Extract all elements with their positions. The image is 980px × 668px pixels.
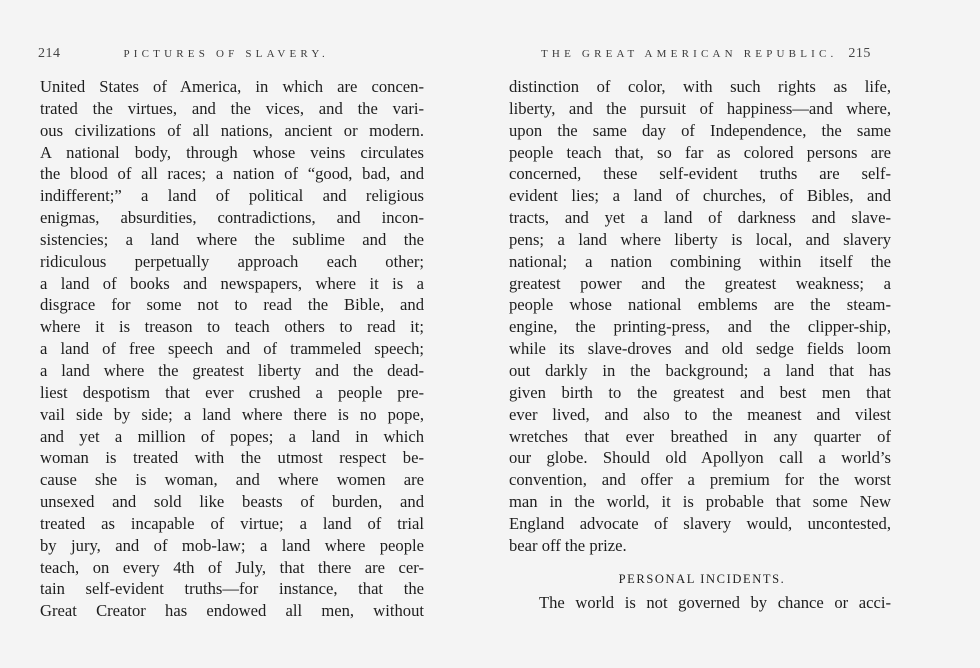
text-line: while its slave-droves and old sedge fields loom <box>509 339 891 359</box>
left-page-number: 214 <box>38 46 61 61</box>
text-line: by jury, and of mob-law; a land where people <box>40 535 424 555</box>
text-line: upon the same day of Independence, the same <box>509 120 891 140</box>
text-line: distinction of color, with such rights as life, <box>509 77 891 96</box>
left-running-title: PICTURES OF SLAVERY. <box>123 48 330 60</box>
text-line: A national body, through whose veins circulates <box>40 142 424 162</box>
text-line: cause she is woman, and where women are <box>40 470 424 490</box>
text-line: unsexed and sold like beasts of burden, and <box>40 492 424 512</box>
text-line: ous civilizations of all nations, ancient or modern. <box>40 120 424 140</box>
right-page <box>490 0 980 668</box>
text-line: tracts, and yet a land of darkness and slave- <box>509 208 891 228</box>
text-line: out darkly in the background; a land that has <box>509 360 891 380</box>
text-line: people whose national emblems are the steam- <box>509 295 891 315</box>
left-body-text <box>40 76 424 622</box>
text-line: pens; a land where liberty is local, and slavery <box>509 229 891 249</box>
text-line: indifferent;” a land of political and religious <box>40 186 424 206</box>
section-heading: PERSONAL INCIDENTS. <box>618 571 786 586</box>
text-line: and yet a million of popes; a land in which <box>40 426 424 446</box>
right-page-number: 215 <box>848 46 871 61</box>
text-line: national; a nation combining within itself the <box>509 251 891 271</box>
text-line: man in the world, it is probable that some New <box>509 492 891 512</box>
text-line: United States of America, in which are concen- <box>40 77 424 96</box>
text-line: engine, the printing-press, and the clipper-ship, <box>509 317 891 337</box>
text-line: tain self-evident truths—for instance, that the <box>40 579 424 599</box>
text-line: people teach that, so far as colored persons are <box>509 142 891 162</box>
text-line: bear off the prize. <box>509 535 627 555</box>
text-line: greatest power and the greatest weakness; a <box>509 273 891 293</box>
right-running-head <box>541 47 871 61</box>
text-line: ridiculous perpetually approach each other; <box>40 251 424 271</box>
text-line: concerned, these self-evident truths are self- <box>509 164 891 184</box>
text-line: trated the virtues, and the vices, and the vari- <box>40 98 424 118</box>
text-line: a land of free speech and of trammeled speech; <box>40 339 424 359</box>
text-line: a land where the greatest liberty and the dead- <box>40 360 424 380</box>
right-running-title: THE GREAT AMERICAN REPUBLIC. <box>541 48 838 60</box>
left-running-head <box>38 47 329 61</box>
text-line: where it is treason to teach others to read it; <box>40 317 424 337</box>
text-line: disgrace for some not to read the Bible, and <box>40 295 424 315</box>
text-line: a land of books and newspapers, where it is a <box>40 273 424 293</box>
right-body-text <box>509 76 891 613</box>
text-line: woman is treated with the utmost respect be- <box>40 448 424 468</box>
text-line: our globe. Should old Apollyon call a world’s <box>509 448 891 468</box>
text-line: England advocate of slavery would, uncontested, <box>509 513 891 533</box>
text-line: the blood of all races; a nation of “good, bad, and <box>40 164 424 184</box>
text-line: ever lived, and also to the meanest and vilest <box>509 404 891 424</box>
text-line: liest despotism that ever crushed a people pre- <box>40 382 424 402</box>
text-line: teach, on every 4th of July, that there are cer- <box>40 557 424 577</box>
text-line: sistencies; a land where the sublime and the <box>40 229 424 249</box>
text-line: liberty, and the pursuit of happiness—and where, <box>509 98 891 118</box>
text-line: The world is not governed by chance or acci- <box>539 592 891 612</box>
text-line: treated as incapable of virtue; a land of trial <box>40 513 424 533</box>
text-line: evident lies; a land of churches, of Bibles, and <box>509 186 891 206</box>
text-line: enigmas, absurdities, contradictions, and incon- <box>40 208 424 228</box>
text-line: wretches that ever breathed in any quarter of <box>509 426 891 446</box>
text-line: convention, and offer a premium for the worst <box>509 470 891 490</box>
text-line: Great Creator has endowed all men, without <box>40 601 424 621</box>
text-line: given birth to the greatest and best men that <box>509 382 891 402</box>
text-line: vail side by side; a land where there is no pope, <box>40 404 424 424</box>
